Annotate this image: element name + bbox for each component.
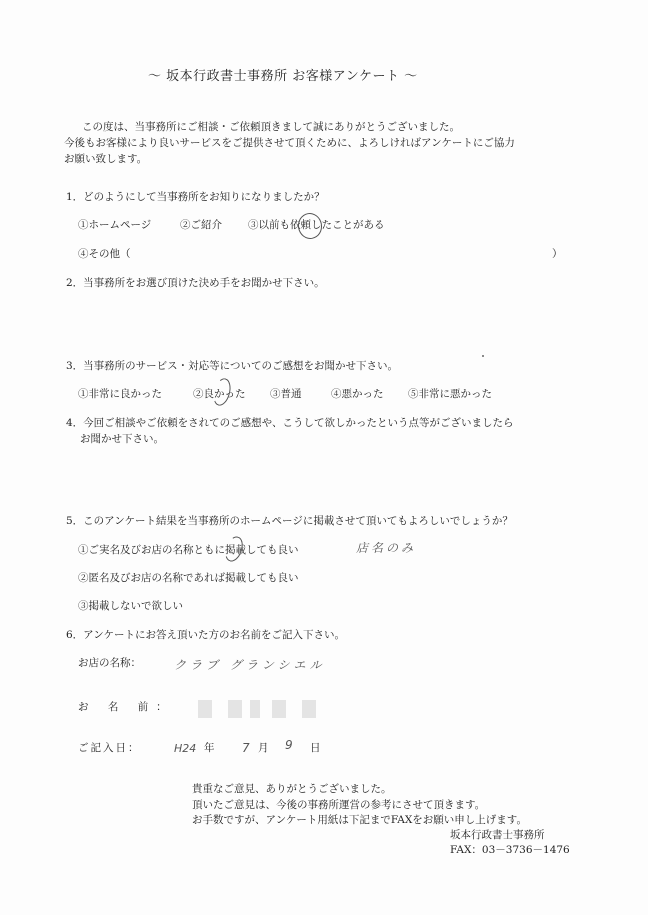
q3-option-5: ⑤非常に悪かった [408, 388, 492, 400]
question-6: 6．アンケートにお答え頂いた方のお名前をご記入下さい。 [66, 629, 346, 641]
q1-option-3: ③以前も依頼したことがある [248, 219, 385, 231]
paper-speck [482, 355, 484, 357]
office-fax: FAX：03－3736－1476 [450, 844, 570, 856]
date-year-value: H24 [174, 742, 197, 755]
customer-name-label: お 名 前： [78, 701, 175, 713]
office-name: 坂本行政書士事務所 [450, 829, 545, 841]
intro-line-3: お願い致します。 [64, 153, 148, 165]
shop-name-label: お店の名称： [78, 657, 141, 669]
q1-option-4: ④その他（ [78, 248, 131, 260]
q5-hand-circle [222, 534, 246, 564]
q1-option-1: ①ホームページ [78, 219, 152, 231]
q1-hand-circle [296, 211, 324, 241]
date-day-unit: 日 [310, 742, 321, 754]
redacted-name-block [228, 700, 242, 718]
date-month-unit: 月 [258, 742, 269, 754]
redacted-name-block [272, 700, 286, 718]
intro-line-2: 今後もお客様により良いサービスをご提供させて頂くために、よろしければアンケートにご協力 [64, 137, 515, 149]
q5-option-1: ①ご実名及びお店の名称ともに掲載しても良い [78, 544, 299, 556]
date-month-value: 7 [242, 741, 250, 755]
date-label: ご記入日： [78, 742, 141, 754]
q5-handwritten-note: 店名のみ [356, 541, 417, 555]
date-year-unit: 年 [204, 742, 215, 754]
question-1: 1．どのようにして当事務所をお知りになりましたか？ [66, 191, 325, 203]
date-day-value: 9 [285, 738, 293, 752]
question-2: 2．当事務所をお選び頂けた決め手をお聞かせ下さい。 [66, 277, 325, 289]
redacted-name-block [250, 700, 260, 718]
footer-line-3: お手数ですが、アンケート用紙は下記までFAXをお願い申し上げます。 [192, 814, 527, 826]
q1-option-2: ②ご紹介 [180, 219, 222, 231]
q3-option-1: ①非常に良かった [78, 388, 162, 400]
question-4-line-2: お聞かせ下さい。 [80, 433, 164, 445]
footer-line-1: 貴重なご意見、ありがとうございました。 [192, 783, 392, 795]
q3-option-2: ②良かった [193, 388, 246, 400]
redacted-name-block [302, 700, 316, 718]
question-5: 5．このアンケート結果を当事務所のホームページに掲載させて頂いてもよろしいでしょうか？ [66, 515, 513, 527]
q1-option-4-close: ） [552, 248, 563, 260]
footer-line-2: 頂いたご意見は、今後の事務所運営の参考にさせて頂きます。 [192, 799, 486, 811]
redacted-name-block [198, 700, 212, 718]
q3-option-3: ③普通 [270, 388, 302, 400]
q3-hand-circle [211, 376, 234, 407]
q5-option-2: ②匿名及びお店の名称であれば掲載しても良い [78, 572, 299, 584]
question-3: 3．当事務所のサービス・対応等についてのご感想をお聞かせ下さい。 [66, 360, 398, 372]
q3-option-4: ④悪かった [331, 388, 384, 400]
q5-option-3: ③掲載しないで欲しい [78, 600, 183, 612]
question-4-line-1: 4．今回ご相談やご依頼をされてのご感想や、こうして欲しかったという点等がございましたら [66, 417, 514, 429]
page-title: ～ 坂本行政書士事務所 お客様アンケート ～ [148, 69, 418, 84]
intro-line-1: この度は、当事務所にご相談・ご依頼頂きまして誠にありがとうございました。 [82, 121, 460, 133]
shop-name-value: クラブ グランシエル [174, 658, 326, 672]
